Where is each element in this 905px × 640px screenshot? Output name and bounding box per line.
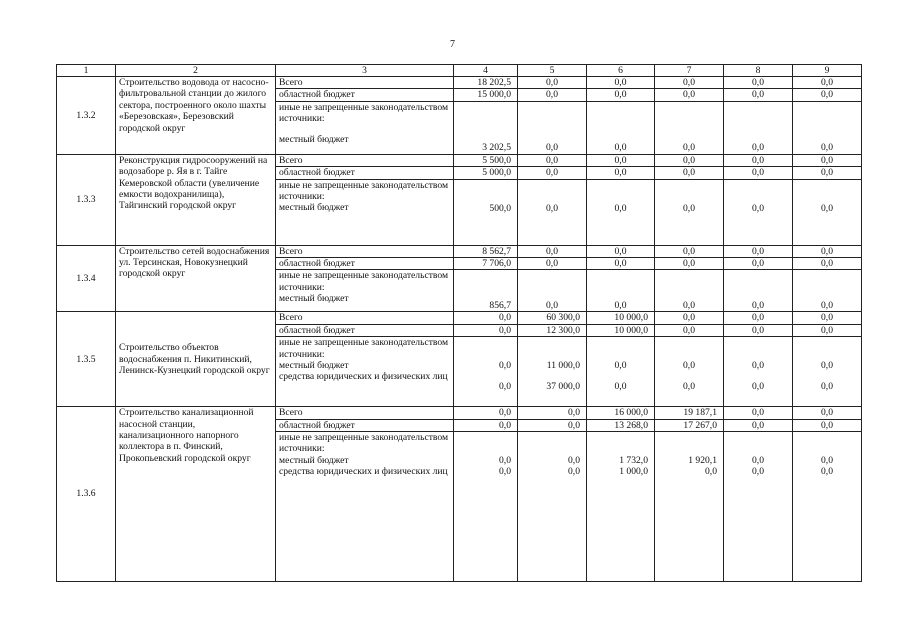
- value-cell: 0,0: [587, 270, 655, 312]
- value-cell: 0,0: [793, 245, 862, 257]
- value-cell: 0,0: [724, 77, 793, 89]
- value-cell: 0,0: [518, 407, 587, 419]
- value-cell: [518, 337, 587, 407]
- value-cell: 0,0: [518, 179, 587, 245]
- legal-value: 37 000,0: [546, 380, 580, 392]
- value-cell: 856,7: [454, 270, 518, 312]
- table-row: [57, 407, 862, 419]
- column-header: 1: [57, 65, 116, 77]
- value-cell: 0,0: [587, 179, 655, 245]
- local-value: 0,0: [499, 455, 511, 467]
- other-sources-label: иные не запрещенные законодательством источники:: [279, 432, 449, 455]
- page-number: 7: [450, 39, 455, 50]
- other-sources-label: иные не запрещенные законодательством источники:: [279, 101, 449, 125]
- value-cell: 0,0: [587, 77, 655, 89]
- value-cell: 0,0: [793, 324, 862, 336]
- item-name: Строительство водовода от насосно-фильтровальной станции до жилого сектора, построенного около шахты «Березовская», Березовский городской округ: [116, 77, 276, 155]
- value-cell: 0,0: [454, 324, 518, 336]
- legal-value: 1 000,0: [619, 466, 648, 478]
- source-label: [276, 337, 454, 407]
- item-name: Строительство объектов водоснабжения п. Никитинский, Ленинск-Кузнецкий городской округ: [116, 312, 276, 407]
- source-label: областной бюджет: [276, 258, 454, 270]
- legal-value: 0,0: [568, 466, 580, 478]
- value-cell: 0,0: [518, 419, 587, 431]
- value-cell: 0,0: [655, 324, 724, 336]
- value-cell: 0,0: [587, 154, 655, 166]
- value-cell: 0,0: [518, 101, 587, 154]
- value-cell: 0,0: [724, 324, 793, 336]
- value-cell: 0,0: [655, 167, 724, 179]
- item-code: 1.3.4: [57, 245, 116, 312]
- item-code: 1.3.5: [57, 312, 116, 407]
- value-cell: 15 000,0: [454, 89, 518, 101]
- value-cell: 0,0: [724, 154, 793, 166]
- column-header: 7: [655, 65, 724, 77]
- value-cell: 500,0: [454, 179, 518, 245]
- value-cell: 0,0: [655, 154, 724, 166]
- local-value: 0,0: [499, 360, 511, 372]
- value-cell: 0,0: [518, 89, 587, 101]
- value-cell: 0,0: [793, 154, 862, 166]
- value-cell: 0,0: [454, 419, 518, 431]
- value-cell: [793, 337, 862, 407]
- value-cell: 0,0: [793, 101, 862, 154]
- value-cell: 0,0: [587, 101, 655, 154]
- value-cell: 0,0: [793, 270, 862, 312]
- item-code: 1.3.6: [57, 407, 116, 582]
- value-cell: 0,0: [793, 179, 862, 245]
- local-value: 1 732,0: [619, 455, 648, 467]
- column-header: 8: [724, 65, 793, 77]
- value-cell: [724, 337, 793, 407]
- column-header: 6: [587, 65, 655, 77]
- other-sources-label: иные не запрещенные законодательством источники:: [279, 337, 449, 360]
- source-label: Всего: [276, 245, 454, 257]
- value-cell: 0,0: [587, 167, 655, 179]
- legal-value: 0,0: [752, 380, 764, 392]
- value-cell: 3 202,5: [454, 101, 518, 154]
- value-cell: 0,0: [793, 89, 862, 101]
- legal-value: 0,0: [821, 380, 833, 392]
- local-value: 1 920,1: [688, 455, 717, 467]
- value-cell: 18 202,5: [454, 77, 518, 89]
- value-cell: 0,0: [724, 167, 793, 179]
- legal-value: 0,0: [752, 466, 764, 478]
- value-cell: [655, 337, 724, 407]
- value-cell: 0,0: [655, 258, 724, 270]
- other-sources-label: иные не запрещенные законодательством источники:: [279, 179, 449, 203]
- financing-table: [56, 64, 862, 582]
- value-cell: 0,0: [587, 89, 655, 101]
- value-cell: [655, 432, 724, 582]
- value-cell: 0,0: [724, 419, 793, 431]
- source-label: [276, 270, 454, 312]
- value-cell: 19 187,1: [655, 407, 724, 419]
- value-cell: [454, 337, 518, 407]
- source-label: [276, 432, 454, 582]
- legal-value: 0,0: [705, 466, 717, 478]
- value-cell: 10 000,0: [587, 324, 655, 336]
- value-cell: 0,0: [724, 89, 793, 101]
- local-value: 0,0: [752, 360, 764, 372]
- local-value: 0,0: [821, 455, 833, 467]
- value-cell: 0,0: [793, 77, 862, 89]
- value-cell: 7 706,0: [454, 258, 518, 270]
- table-row: [57, 312, 862, 324]
- value-cell: 0,0: [793, 258, 862, 270]
- local-value: 0,0: [568, 455, 580, 467]
- value-cell: 0,0: [793, 312, 862, 324]
- column-header: 2: [116, 65, 276, 77]
- local-value: 0,0: [614, 360, 627, 372]
- value-cell: [454, 432, 518, 582]
- value-cell: 13 268,0: [587, 419, 655, 431]
- value-cell: 0,0: [655, 270, 724, 312]
- local-budget-label: местный бюджет: [279, 133, 349, 145]
- value-cell: 16 000,0: [587, 407, 655, 419]
- value-cell: 0,0: [655, 77, 724, 89]
- item-code: 1.3.3: [57, 154, 116, 245]
- local-budget-label: местный бюджет: [279, 202, 349, 214]
- source-label: областной бюджет: [276, 167, 454, 179]
- value-cell: [518, 432, 587, 582]
- value-cell: 12 300,0: [518, 324, 587, 336]
- value-cell: 0,0: [724, 245, 793, 257]
- item-code: 1.3.2: [57, 77, 116, 155]
- value-cell: 0,0: [587, 258, 655, 270]
- column-header: 4: [454, 65, 518, 77]
- table-row: [57, 245, 862, 257]
- value-cell: 0,0: [724, 270, 793, 312]
- table-row: [57, 154, 862, 166]
- value-cell: 0,0: [454, 312, 518, 324]
- other-sources-label: иные не запрещенные законодательством источники:: [279, 270, 449, 293]
- value-cell: 0,0: [518, 77, 587, 89]
- table-row: [57, 77, 862, 89]
- value-cell: 0,0: [655, 101, 724, 154]
- legal-value: 0,0: [821, 466, 833, 478]
- value-cell: [724, 432, 793, 582]
- source-label: Всего: [276, 154, 454, 166]
- legal-value: 0,0: [614, 380, 627, 392]
- source-label: Всего: [276, 407, 454, 419]
- local-budget-label: местный бюджет: [279, 360, 349, 372]
- value-cell: 60 300,0: [518, 312, 587, 324]
- column-header: 9: [793, 65, 862, 77]
- column-number-row: [57, 65, 862, 77]
- value-cell: 0,0: [655, 312, 724, 324]
- legal-value: 0,0: [683, 380, 695, 392]
- source-label: Всего: [276, 312, 454, 324]
- column-header: 3: [276, 65, 454, 77]
- local-value: 0,0: [683, 360, 695, 372]
- local-value: 0,0: [752, 455, 764, 467]
- value-cell: [587, 337, 655, 407]
- local-value: 0,0: [821, 360, 833, 372]
- value-cell: 5 000,0: [454, 167, 518, 179]
- legal-entities-label: средства юридических и физических лиц: [279, 466, 448, 478]
- source-label: Всего: [276, 77, 454, 89]
- local-budget-label: местный бюджет: [279, 454, 349, 466]
- value-cell: [587, 432, 655, 582]
- item-name: Строительство сетей водоснабжения ул. Терсинская, Новокузнецкий городской округ: [116, 245, 276, 312]
- source-label: областной бюджет: [276, 89, 454, 101]
- source-label: областной бюджет: [276, 324, 454, 336]
- value-cell: 0,0: [518, 154, 587, 166]
- value-cell: 0,0: [655, 245, 724, 257]
- value-cell: 10 000,0: [587, 312, 655, 324]
- value-cell: 0,0: [724, 312, 793, 324]
- value-cell: 8 562,7: [454, 245, 518, 257]
- item-name: Строительство канализационной насосной станции, канализационного напорного коллектора в п. Финский, Прокопьевский городской округ: [116, 407, 276, 582]
- value-cell: 0,0: [724, 101, 793, 154]
- value-cell: 0,0: [518, 270, 587, 312]
- item-name: Реконструкция гидросооружений на водозаборе р. Яя в г. Тайге Кемеровской области (увеличение емкости водохранилища), Тайгинский городской округ: [116, 154, 276, 245]
- source-label: областной бюджет: [276, 419, 454, 431]
- local-budget-label: местный бюджет: [279, 293, 349, 305]
- source-label: [276, 101, 454, 154]
- value-cell: 0,0: [724, 179, 793, 245]
- legal-value: 0,0: [499, 380, 511, 392]
- value-cell: 0,0: [724, 258, 793, 270]
- value-cell: 0,0: [655, 179, 724, 245]
- value-cell: 0,0: [793, 167, 862, 179]
- value-cell: 0,0: [793, 419, 862, 431]
- legal-value: 0,0: [499, 466, 511, 478]
- value-cell: 0,0: [518, 258, 587, 270]
- value-cell: 0,0: [655, 89, 724, 101]
- value-cell: 0,0: [587, 245, 655, 257]
- legal-entities-label: средства юридических и физических лиц: [279, 371, 448, 383]
- value-cell: 0,0: [454, 407, 518, 419]
- value-cell: [793, 432, 862, 582]
- local-value: 11 000,0: [546, 360, 580, 372]
- value-cell: 0,0: [793, 407, 862, 419]
- value-cell: 0,0: [518, 167, 587, 179]
- column-header: 5: [518, 65, 587, 77]
- value-cell: 0,0: [518, 245, 587, 257]
- value-cell: 0,0: [724, 407, 793, 419]
- source-label: [276, 179, 454, 245]
- value-cell: 5 500,0: [454, 154, 518, 166]
- value-cell: 17 267,0: [655, 419, 724, 431]
